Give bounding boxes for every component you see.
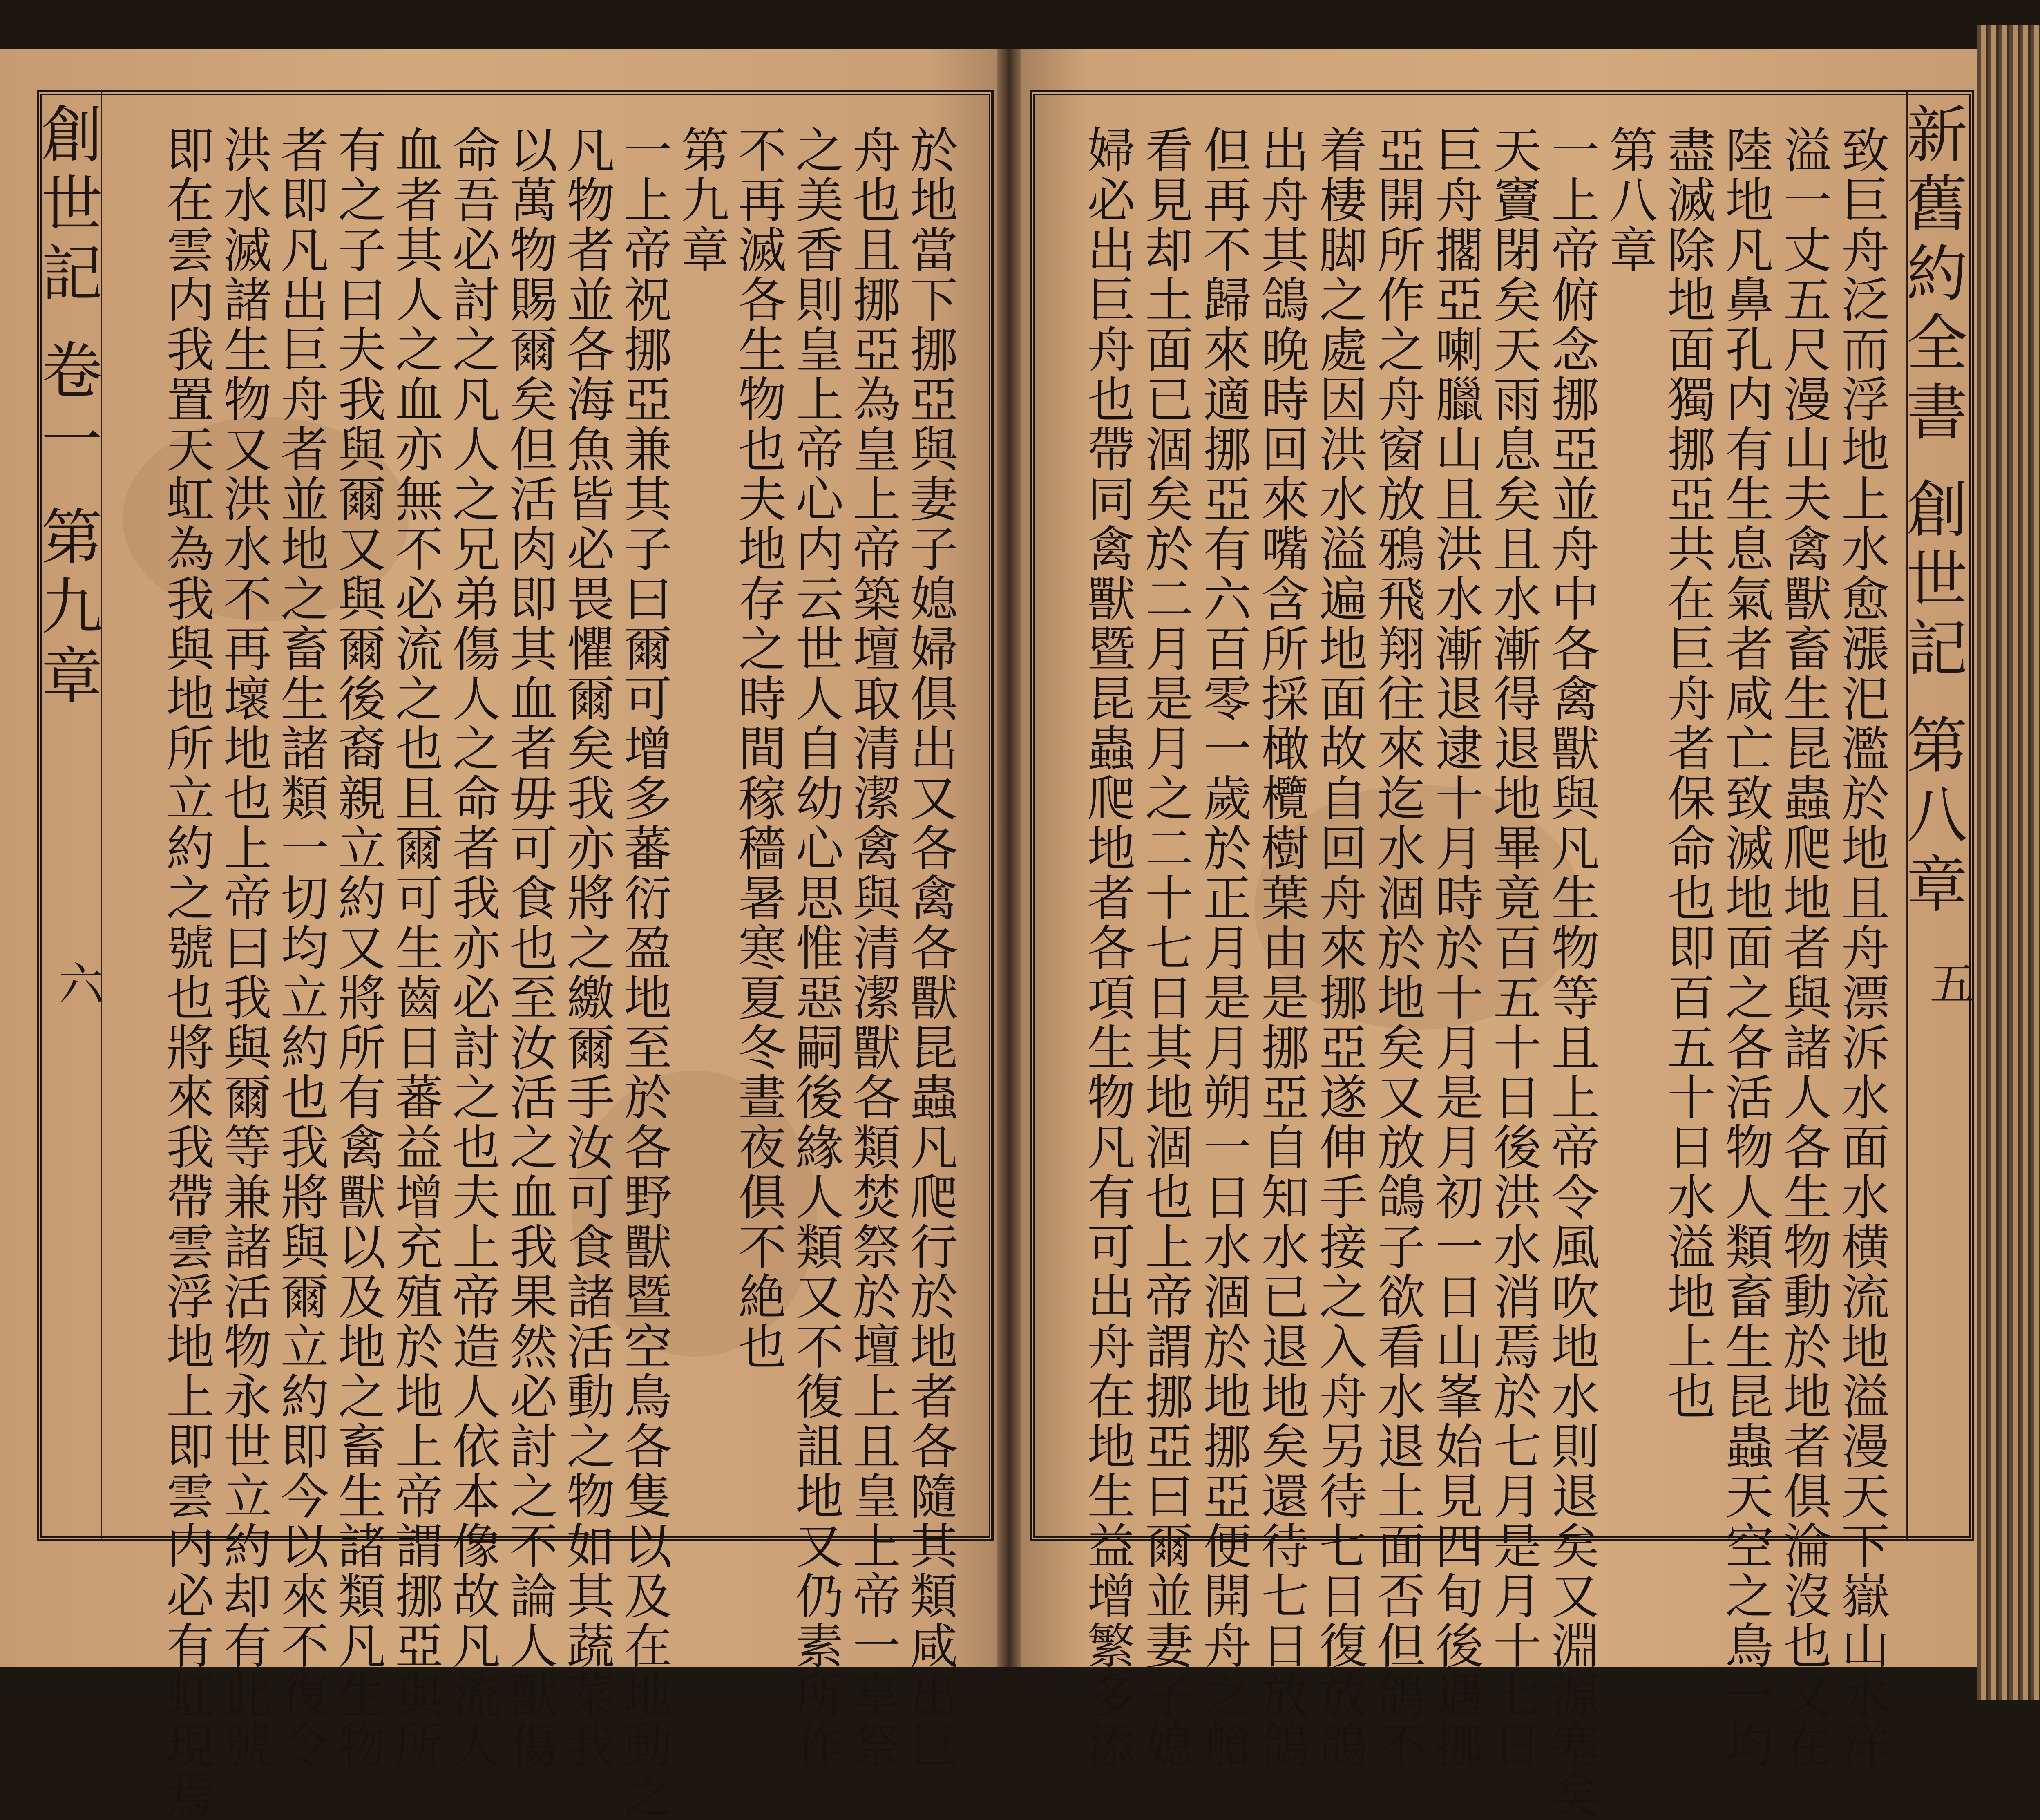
right-margin-title: 新舊約全書 創世記 第八章: [1896, 102, 1967, 922]
text-column: 之美香則皇上帝心内云世人自幼心思惟惡嗣後緣人類又不復詛地又仍素所作: [787, 125, 844, 1770]
text-column: 命吾必討之凡人之兄弟傷人之命者我亦必討之也夫上帝造人依本像故凡流人: [444, 125, 501, 1770]
right-page-number: 五: [1922, 960, 1975, 1005]
text-column: 即在雲内我置天虹為我與地所立約之號也將來我帶雲浮地上即雲内必有虹現焉: [158, 125, 215, 1820]
text-column: 致巨舟泛而浮地上水愈漲汜濫於地且舟漂泝水面水横流地溢漫天下嶽山水洋: [1833, 125, 1890, 1770]
right-text-frame: [1030, 90, 1974, 1820]
text-column: 第八章: [1601, 125, 1658, 275]
text-column: 但再不歸來適挪亞有六百零一歲於正月是月朔一日水涸於地挪亞便開舟之艙: [1195, 125, 1251, 1770]
text-column: 一上帝祝挪亞兼其子曰爾可增多蕃衍盈地至於各野獸暨空鳥各隻以及在地動之: [616, 125, 672, 1820]
text-column: 出舟其鴿晚時回來嘴含所採橄欖樹葉由是挪亞自知水已退地矣還待七日放鴿: [1253, 125, 1309, 1770]
text-column: 天竇閉矣天雨息矣且水漸得退地畢竟百五十日後洪水消焉於七月是月十七日: [1485, 125, 1542, 1770]
text-column: 以萬物賜爾矣但活肉即其血者毋可食也至汝活之血我果然必討之不論人獸傷: [501, 125, 558, 1770]
text-column: 凡物者並各海魚皆必畏懼爾矣我亦將之繳爾手汝可食諸活動之物如其蔬菜我: [559, 125, 615, 1770]
text-column: 盡滅除地面獨挪亞共在巨舟者保命也即百五十日水溢地上也: [1659, 125, 1716, 1421]
left-margin-title: 創世記 卷一 第九章: [31, 102, 102, 713]
text-column: 巨舟擱亞喇臘山且洪水漸退逮十月時於十月是月初一日山峯始見四旬後遇挪: [1427, 125, 1484, 1770]
book-gutter: [997, 49, 1021, 1667]
text-column: 溢一丈五尺漫山夫禽獸畜生昆蟲爬地者與諸人各生物動於地者俱淪沒也又在: [1775, 125, 1832, 1770]
text-column: 舟也且挪亞為皇上帝築壇取清潔禽與清潔獸各類焚祭於壇上且皇上帝一享祭: [845, 125, 901, 1770]
left-text-frame: [31, 90, 994, 1820]
page-edges: [1977, 25, 2040, 1700]
left-page-number: 六: [51, 960, 103, 1005]
text-column: 一上帝俯念挪亞並舟中各禽獸與凡生物等且上帝令風吹地水則退矣又淵源塞矣: [1543, 125, 1600, 1820]
text-column: 有之子曰夫我與爾又與爾後裔親立約又將所有禽獸以及地之畜生諸類凡生物: [330, 125, 386, 1770]
text-column: 亞開所作之舟窗放鴉飛翔往來迄水涸於地矣又放鴿子欲看水退土面否但鴿不: [1369, 125, 1426, 1770]
text-column: 着棲脚之處因洪水溢遍地面故自回舟來挪亞遂伸手接之入舟另待七日復放鴿: [1311, 125, 1367, 1770]
text-column: 血者其人之血亦無不必流之也且爾可生齒日蕃益增充殖於地上帝謂挪亞與所: [387, 125, 443, 1770]
text-column: 不再滅各生物也夫地存之時間稼穡暑寒夏冬晝夜俱不絶也: [730, 125, 787, 1371]
text-column: 婦必出巨舟也帶同禽獸暨昆蟲爬地者各項生物凡有可出舟在地生益增繁多添: [1079, 125, 1135, 1770]
text-column: 者即凡出巨舟者並地之畜生諸類一切均立約也我將與爾立約即今以來不復令: [273, 125, 329, 1770]
text-column: 於地當下挪亞與妻子媳婦俱出又各禽各獸昆蟲凡爬行於地者各隨其類咸出巨: [902, 125, 958, 1770]
text-column: 看見却土面已涸矣於二月是月之二十七日其地涸也上帝謂挪亞曰爾並妻子媳: [1137, 125, 1193, 1770]
text-column: 陸地凡鼻孔内有生息氣者咸亡致滅地面之各活物人類畜生昆蟲天空之鳥一均: [1717, 125, 1774, 1770]
text-column: 第九章: [673, 125, 729, 275]
text-column: 洪水滅諸生物又洪水不再壞地也上帝曰我與爾等兼諸活物永世立約却有此號: [215, 125, 272, 1770]
